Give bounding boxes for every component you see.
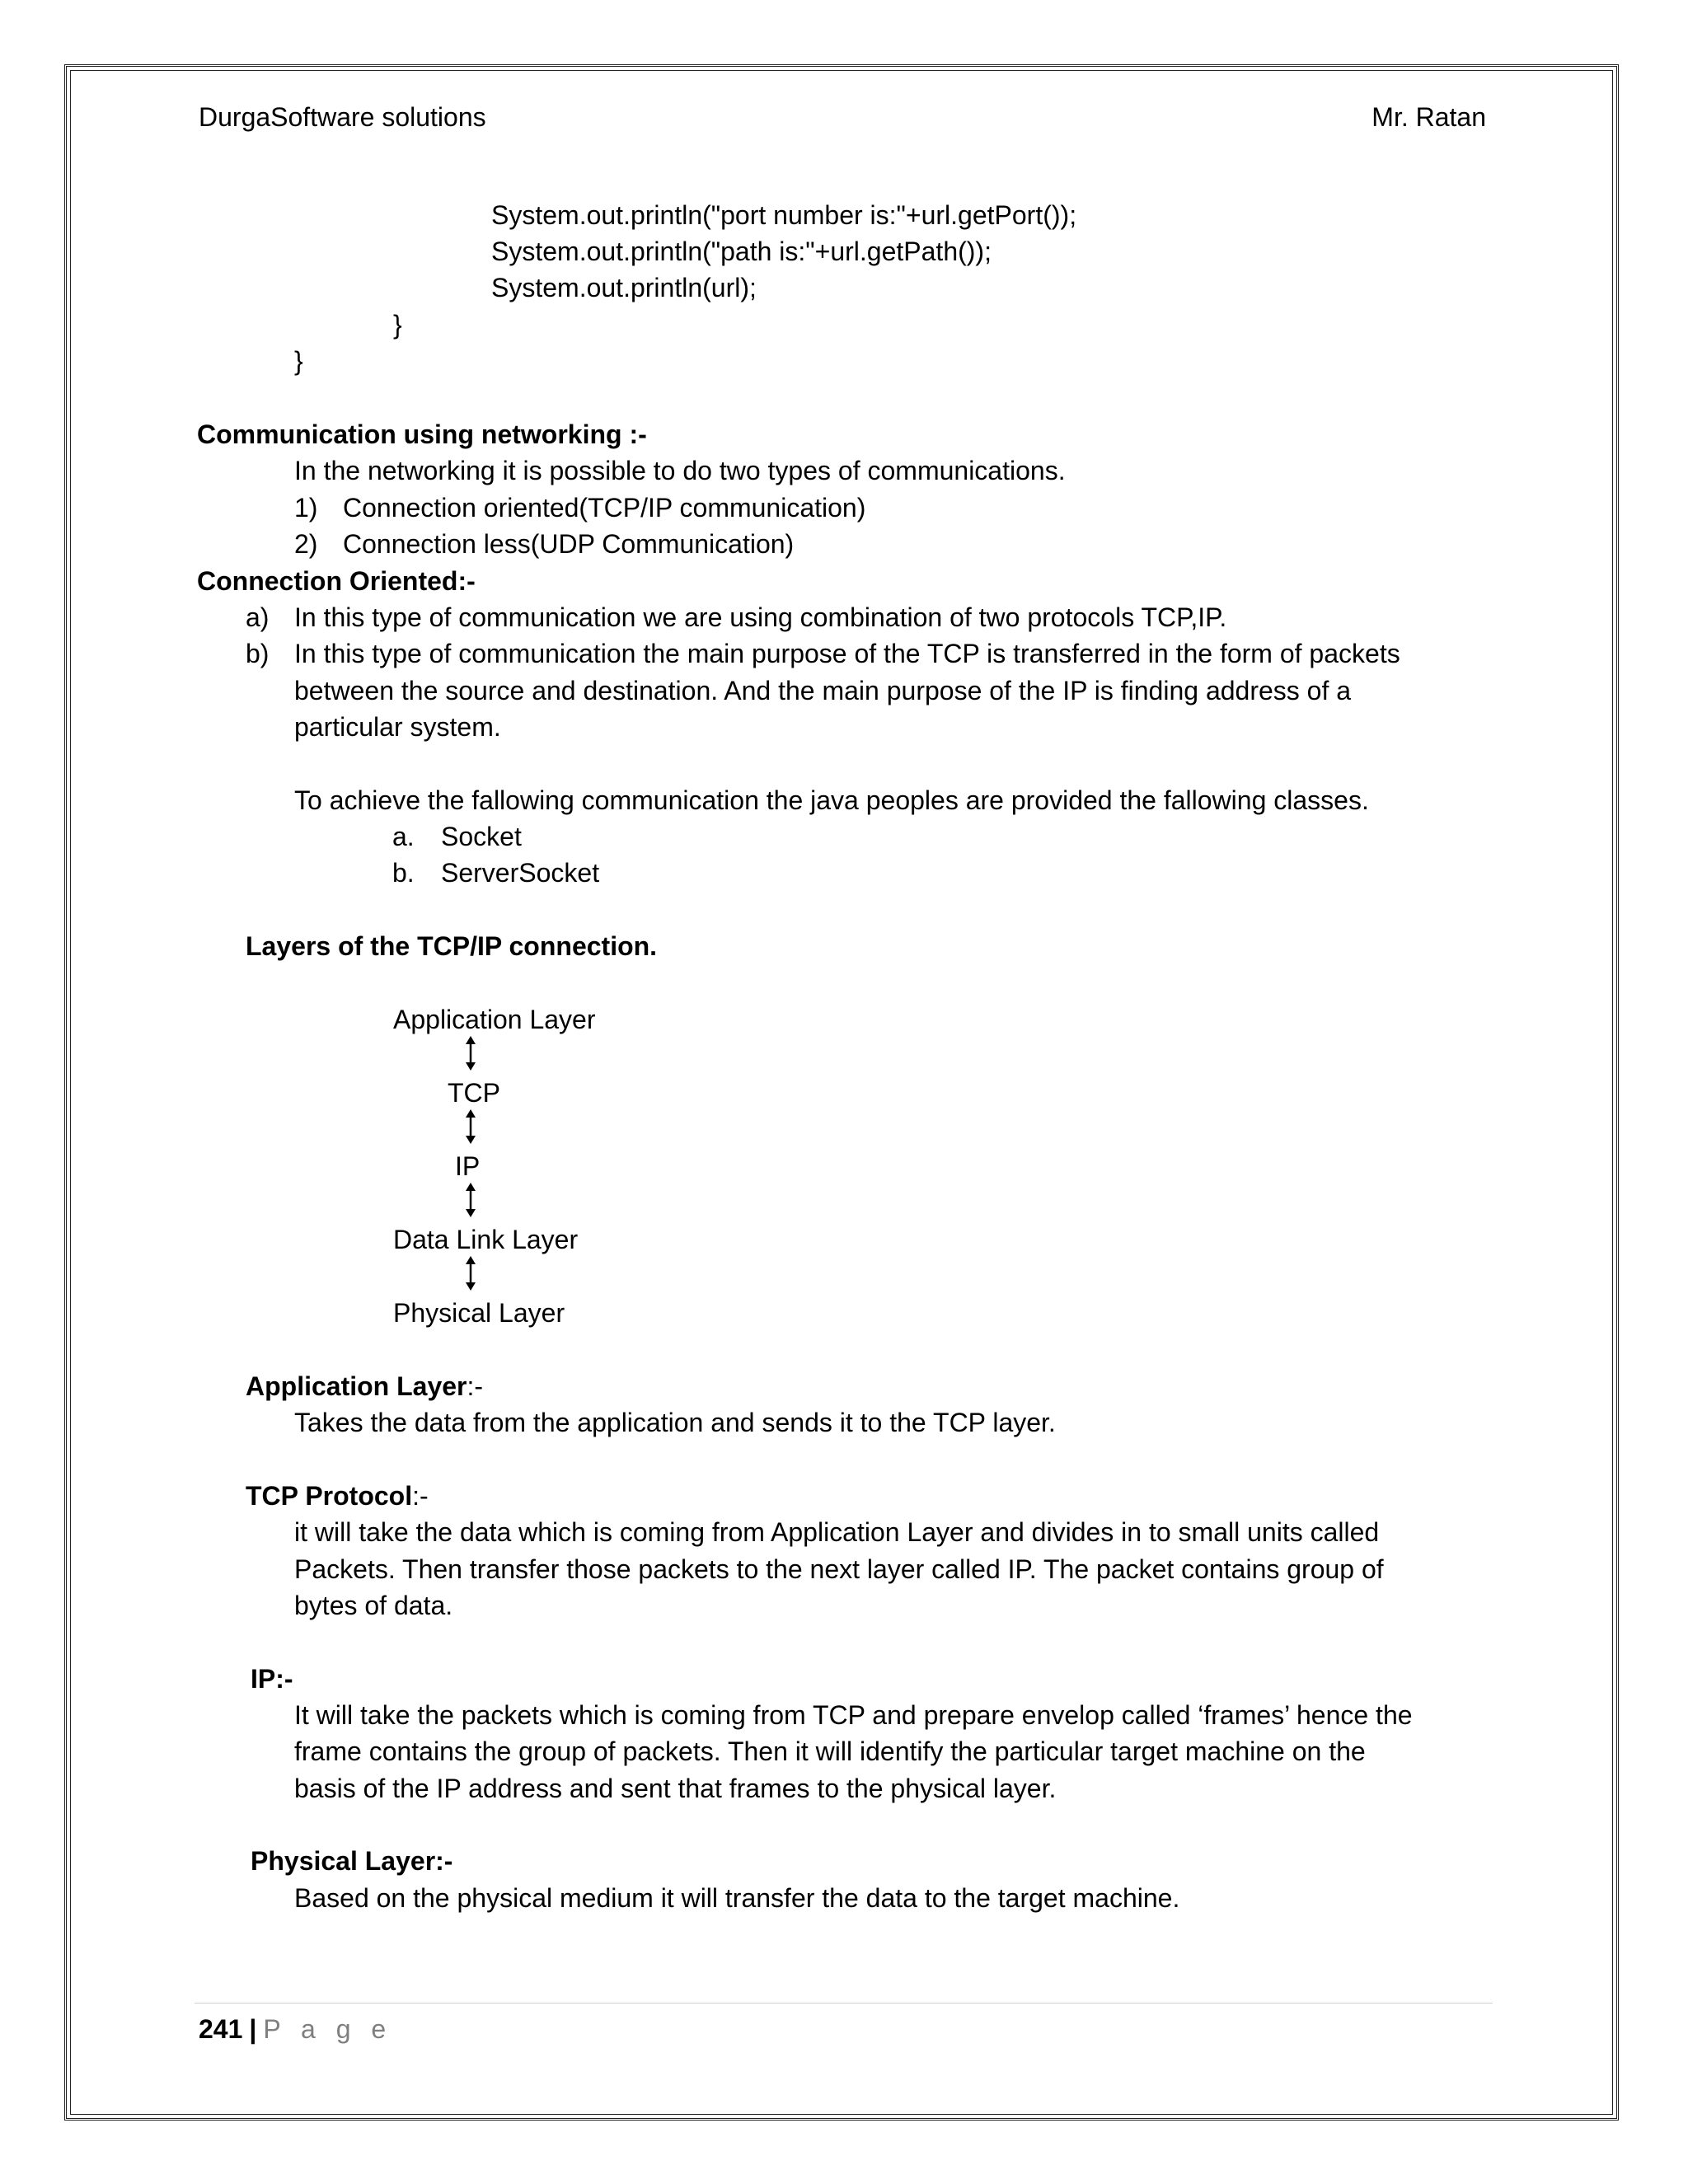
page-label: P a g e — [263, 2014, 393, 2044]
section-heading-communication: Communication using networking :- — [197, 419, 647, 449]
list-item: In this type of communication we are using combination of two protocols TCP,IP. — [294, 602, 1227, 632]
paragraph-line: It will take the packets which is coming from TCP and prepare envelop called ‘frames’ hence the — [294, 1700, 1413, 1730]
paragraph-line: frame contains the group of packets. Then it will identify the particular target machine on the — [294, 1736, 1366, 1766]
list-item: In this type of communication the main purpose of the TCP is transferred in the form of packets — [294, 639, 1400, 668]
paragraph-line: it will take the data which is coming from Application Layer and divides in to small units called — [294, 1517, 1380, 1547]
paragraph-line: basis of the IP address and sent that frames to the physical layer. — [294, 1774, 1057, 1803]
page-footer — [199, 2013, 392, 2046]
bidirectional-arrow-icon — [465, 1109, 476, 1144]
bidirectional-arrow-icon — [465, 1183, 476, 1217]
code-line: System.out.println("port number is:"+url.getPort()); — [491, 200, 1077, 230]
list-item-continued: particular system. — [294, 712, 501, 742]
layer-tcp: TCP — [448, 1078, 500, 1108]
section-heading-ip: IP:- — [251, 1664, 293, 1694]
class-list-item: ServerSocket — [441, 858, 600, 888]
section-heading-physical-layer: Physical Layer:- — [251, 1846, 453, 1876]
code-line: System.out.println(url); — [491, 273, 757, 302]
list-item-number: 1) — [294, 493, 318, 523]
list-item-letter: b) — [246, 639, 270, 668]
class-list-item: Socket — [441, 822, 522, 851]
layer-ip: IP — [455, 1151, 481, 1181]
bidirectional-arrow-icon — [465, 1036, 476, 1071]
list-item-letter: a) — [246, 602, 270, 632]
paragraph: Based on the physical medium it will transfer the data to the target machine. — [294, 1883, 1180, 1913]
section-heading-tcp-protocol — [246, 1479, 429, 1512]
header-author: Mr. Ratan — [1372, 102, 1486, 132]
layer-application: Application Layer — [393, 1005, 596, 1034]
header-company: DurgaSoftware solutions — [199, 102, 486, 132]
paragraph: In the networking it is possible to do two types of communications. — [294, 456, 1066, 485]
footer-separator: | — [249, 2014, 257, 2044]
code-close-brace: } — [294, 346, 303, 376]
page-number: 241 — [199, 2014, 243, 2044]
list-item-number: 2) — [294, 529, 318, 559]
section-heading-application-layer — [246, 1370, 483, 1403]
code-line: System.out.println("path is:"+url.getPath()); — [491, 237, 992, 266]
section-heading-connection-oriented: Connection Oriented:- — [197, 566, 476, 596]
paragraph: Takes the data from the application and sends it to the TCP layer. — [294, 1408, 1056, 1437]
list-item-continued: between the source and destination. And the main purpose of the IP is finding address of a — [294, 676, 1352, 705]
heading-suffix: :- — [412, 1481, 429, 1511]
layer-physical: Physical Layer — [393, 1298, 565, 1328]
heading-text: TCP Protocol — [246, 1481, 413, 1511]
layer-data-link: Data Link Layer — [393, 1225, 579, 1254]
bidirectional-arrow-icon — [465, 1256, 476, 1291]
paragraph-line: bytes of data. — [294, 1591, 453, 1620]
section-heading-layers: Layers of the TCP/IP connection. — [246, 931, 658, 961]
footer-divider — [195, 2003, 1493, 2004]
heading-suffix: :- — [467, 1371, 484, 1401]
class-list-label: a. — [392, 822, 415, 851]
list-item: Connection oriented(TCP/IP communication) — [343, 493, 866, 523]
paragraph: To achieve the fallowing communication the java peoples are provided the fallowing classes. — [294, 785, 1369, 815]
class-list-label: b. — [392, 858, 415, 888]
heading-text: Application Layer — [246, 1371, 467, 1401]
code-close-brace: } — [393, 310, 402, 340]
paragraph-line: Packets. Then transfer those packets to the next layer called IP. The packet contains group of — [294, 1554, 1384, 1584]
list-item: Connection less(UDP Communication) — [343, 529, 795, 559]
